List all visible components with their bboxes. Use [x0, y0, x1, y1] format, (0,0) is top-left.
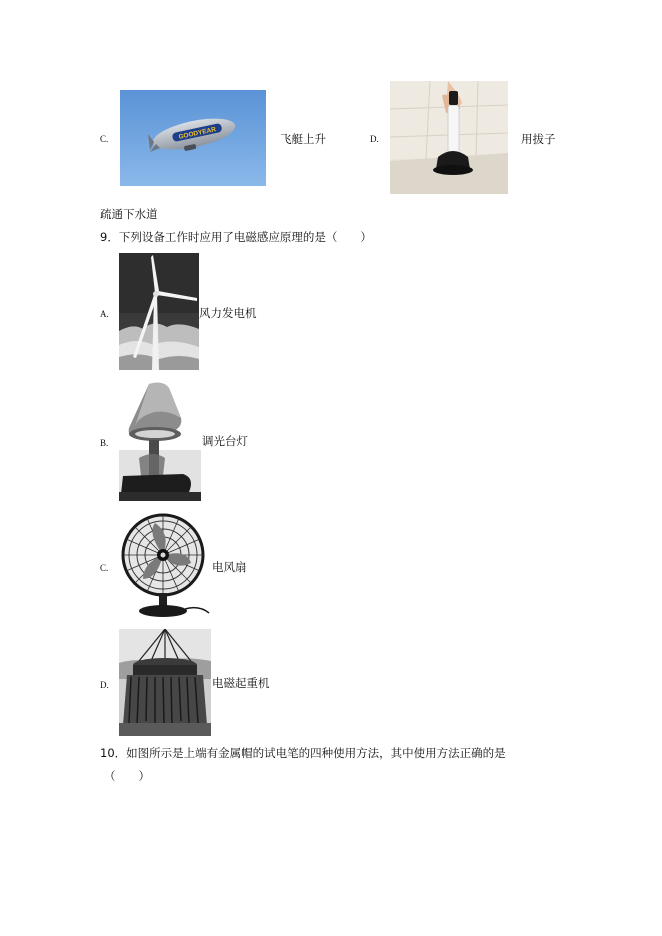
plunger-image: [390, 81, 508, 194]
electromagnetic-crane-image: [119, 629, 211, 736]
q9-option-caption-d: 电磁起重机: [212, 676, 270, 690]
q9-option-caption-a: 风力发电机: [199, 306, 257, 320]
option-label-d: D.: [370, 134, 379, 144]
option-caption-d: 用拔子: [521, 132, 556, 146]
q9-option-label-c: C.: [100, 563, 109, 573]
option-d-continuation: 疏通下水道: [100, 207, 158, 221]
question-10-blank: （ ）: [104, 769, 150, 783]
option-caption-c: 飞艇上升: [280, 132, 326, 146]
q9-option-label-b: B.: [100, 438, 109, 448]
q9-option-caption-b: 调光台灯: [202, 434, 248, 448]
question-10-stem: 10．如图所示是上端有金属帽的试电笔的四种使用方法，其中使用方法正确的是: [100, 746, 506, 760]
question-9-stem: 9．下列设备工作时应用了电磁感应原理的是（ ）: [100, 230, 372, 244]
q9-option-label-d: D.: [100, 680, 109, 690]
wind-turbine-image: [119, 253, 199, 370]
q9-option-caption-c: 电风扇: [212, 560, 247, 574]
desk-lamp-image: [119, 380, 201, 501]
blimp-lettering: GOODYEAR: [178, 126, 217, 141]
q9-option-label-a: A.: [100, 309, 109, 319]
electric-fan-image: [119, 509, 211, 619]
blimp-image: [120, 90, 266, 186]
option-label-c: C.: [100, 134, 109, 144]
